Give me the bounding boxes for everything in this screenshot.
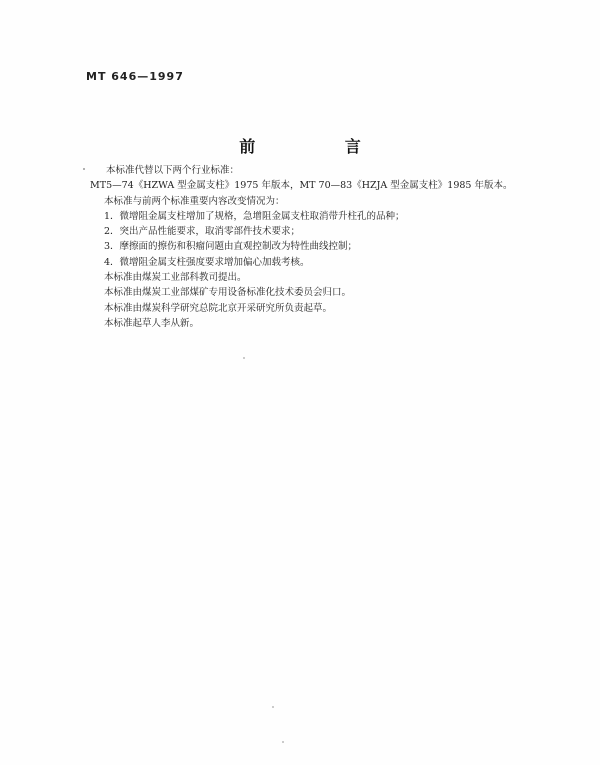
scan-speck [272, 706, 274, 708]
paragraph-line: 本标准由煤炭科学研究总院北京开采研究所负责起草。 [104, 302, 333, 314]
scan-speck [282, 741, 284, 743]
preface-title: 前 言 [239, 137, 403, 156]
standard-code: MT 646—1997 [86, 70, 184, 83]
paragraph-line: 本标准由煤炭工业部煤矿专用设备标准化技术委员会归口。 [104, 287, 352, 299]
paragraph-line: 本标准起草人李从新。 [104, 317, 200, 329]
scan-mark [83, 168, 85, 170]
list-item: 1．微增阻金属支柱增加了规格，急增阻金属支柱取消带升柱孔的品种； [104, 210, 405, 222]
list-item: 2．突出产品性能要求，取消零部件技术要求； [104, 226, 301, 238]
scan-speck [243, 357, 245, 359]
paragraph-line: MT5—74《HZWA 型金属支柱》1975 年版本，MT 70—83《HZJA 型金属支柱》1985 年版本。 [90, 180, 513, 192]
list-item: 4．微增阻金属支柱强度要求增加偏心加载考核。 [104, 256, 310, 268]
paragraph-line: 本标准与前两个标准重要内容改变情况为： [104, 195, 285, 207]
list-item: 3．摩擦面的擦伤和积瘤问题由直观控制改为特性曲线控制； [104, 241, 358, 253]
paragraph-line: 本标准代替以下两个行业标准： [106, 165, 240, 176]
preface-body [90, 163, 530, 331]
paragraph-line: 本标准由煤炭工业部科教司提出。 [104, 272, 247, 284]
